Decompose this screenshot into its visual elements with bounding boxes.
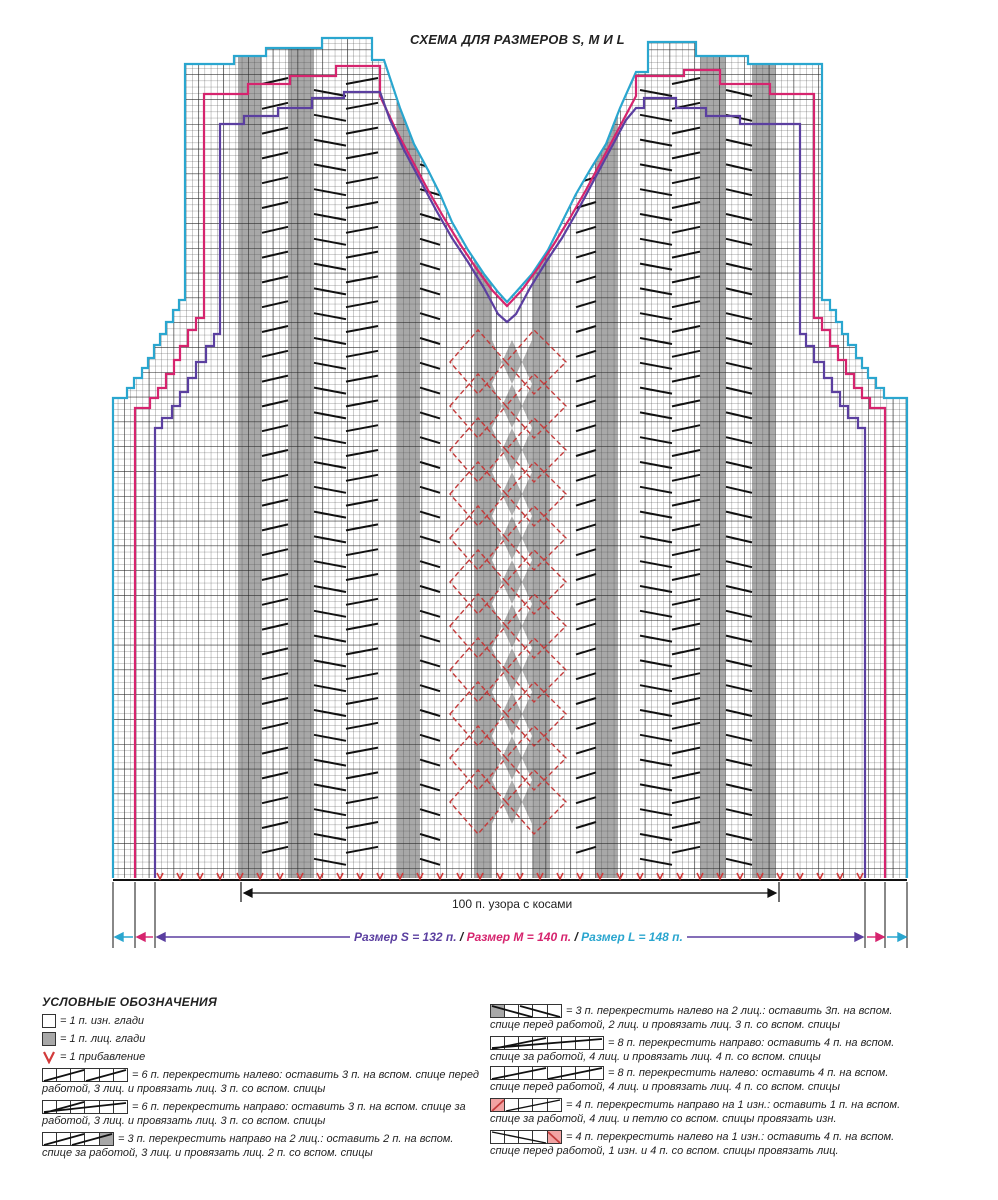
- legend-title: УСЛОВНЫЕ ОБОЗНАЧЕНИЯ: [42, 995, 218, 1009]
- cable-cross-mark: [420, 90, 440, 96]
- legend-item-cable-6-right: = 6 п. перекрестить направо: оставить 3 п. на вспом. спице за работой, 3 лиц. и провязать лиц. 3 п. со вспом. спицы: [42, 1101, 466, 1128]
- legend-item-cable-8-left: = 8 п. перекрестить налево: оставить 4 п. на вспом. спице перед работой, 4 лиц. и провязать лиц. 4 п. со вспом. спицы: [490, 1067, 889, 1094]
- cable-cross-mark: [576, 152, 596, 158]
- legend-item-knit: = 1 п. лиц. глади: [42, 1032, 442, 1046]
- cross-4-right-purl-icon: [490, 1098, 562, 1112]
- sizes-label: [350, 930, 687, 944]
- cable-cross-mark: [420, 140, 440, 146]
- size-s-label: Размер S = 132 п.: [354, 930, 457, 944]
- size-separator: /: [571, 930, 582, 944]
- legend-item-cross-4-right-purl: = 4 п. перекрестить направо на 1 изн.: оставить 1 п. на вспом. спице за работой, 4 лиц. и петлю со вспом. спицы провязать изн.: [490, 1099, 901, 1126]
- cable-3-right-2-icon: [42, 1132, 114, 1146]
- cable-3-left-2-icon: [490, 1004, 562, 1018]
- legend-item-increase: = 1 прибавление: [42, 1050, 442, 1064]
- cable-6-left-icon: [42, 1068, 128, 1082]
- legend-item-cable-3-right-2: = 3 п. перекрестить направо на 2 лиц.: оставить 2 п. на вспом. спице за работой, 3 лиц. и провязать лиц. 2 п. со вспом. спицы: [42, 1133, 454, 1160]
- size-m-label: Размер M = 140 п.: [466, 930, 572, 944]
- purl-cell-icon: [42, 1014, 56, 1028]
- size-separator: /: [456, 930, 467, 944]
- cable-cross-mark: [420, 115, 440, 121]
- legend-item-cable-6-left: = 6 п. перекрестить налево: оставить 3 п. на вспом. спице перед работой, 3 лиц. и провязать лиц. 3 п. со вспом. спицы: [42, 1069, 479, 1096]
- chart-title: СХЕМА ДЛЯ РАЗМЕРОВ S, M И L: [410, 32, 625, 47]
- legend-item-cross-4-left-purl: = 4 п. перекрестить налево на 1 изн.: оставить 4 п. на вспом. спице перед работой, 1 изн. и 4 п. со вспом. спицы провязать лиц.: [490, 1131, 895, 1158]
- legend-item-cable-3-left-2: = 3 п. перекрестить налево на 2 лиц.: оставить 3п. на вспом. спице перед работой, 2 лиц. и провязать лиц. 3 п. со вспом. спицы: [490, 1005, 893, 1032]
- cable-6-right-icon: [42, 1100, 128, 1114]
- cable-cross-mark: [576, 78, 596, 84]
- cross-4-left-purl-icon: [490, 1130, 562, 1144]
- increase-v-icon: [42, 1050, 56, 1064]
- cable-8-right-icon: [490, 1036, 604, 1050]
- chart-body: [100, 30, 920, 890]
- size-l-label: Размер L = 148 п.: [581, 930, 683, 944]
- legend-item-cable-8-right: = 8 п. перекрестить направо: оставить 4 п. на вспом. спице за работой, 4 лиц. и провязать лиц. 4 п. со вспом. спицы: [490, 1037, 895, 1064]
- legend-item-purl: = 1 п. изн. глади: [42, 1014, 442, 1028]
- knit-cell-icon: [42, 1032, 56, 1046]
- cable-8-left-icon: [490, 1066, 604, 1080]
- cable-cross-mark: [576, 103, 596, 109]
- cable-cross-mark: [576, 128, 596, 134]
- repeat-label: 100 п. узора с косами: [446, 897, 578, 911]
